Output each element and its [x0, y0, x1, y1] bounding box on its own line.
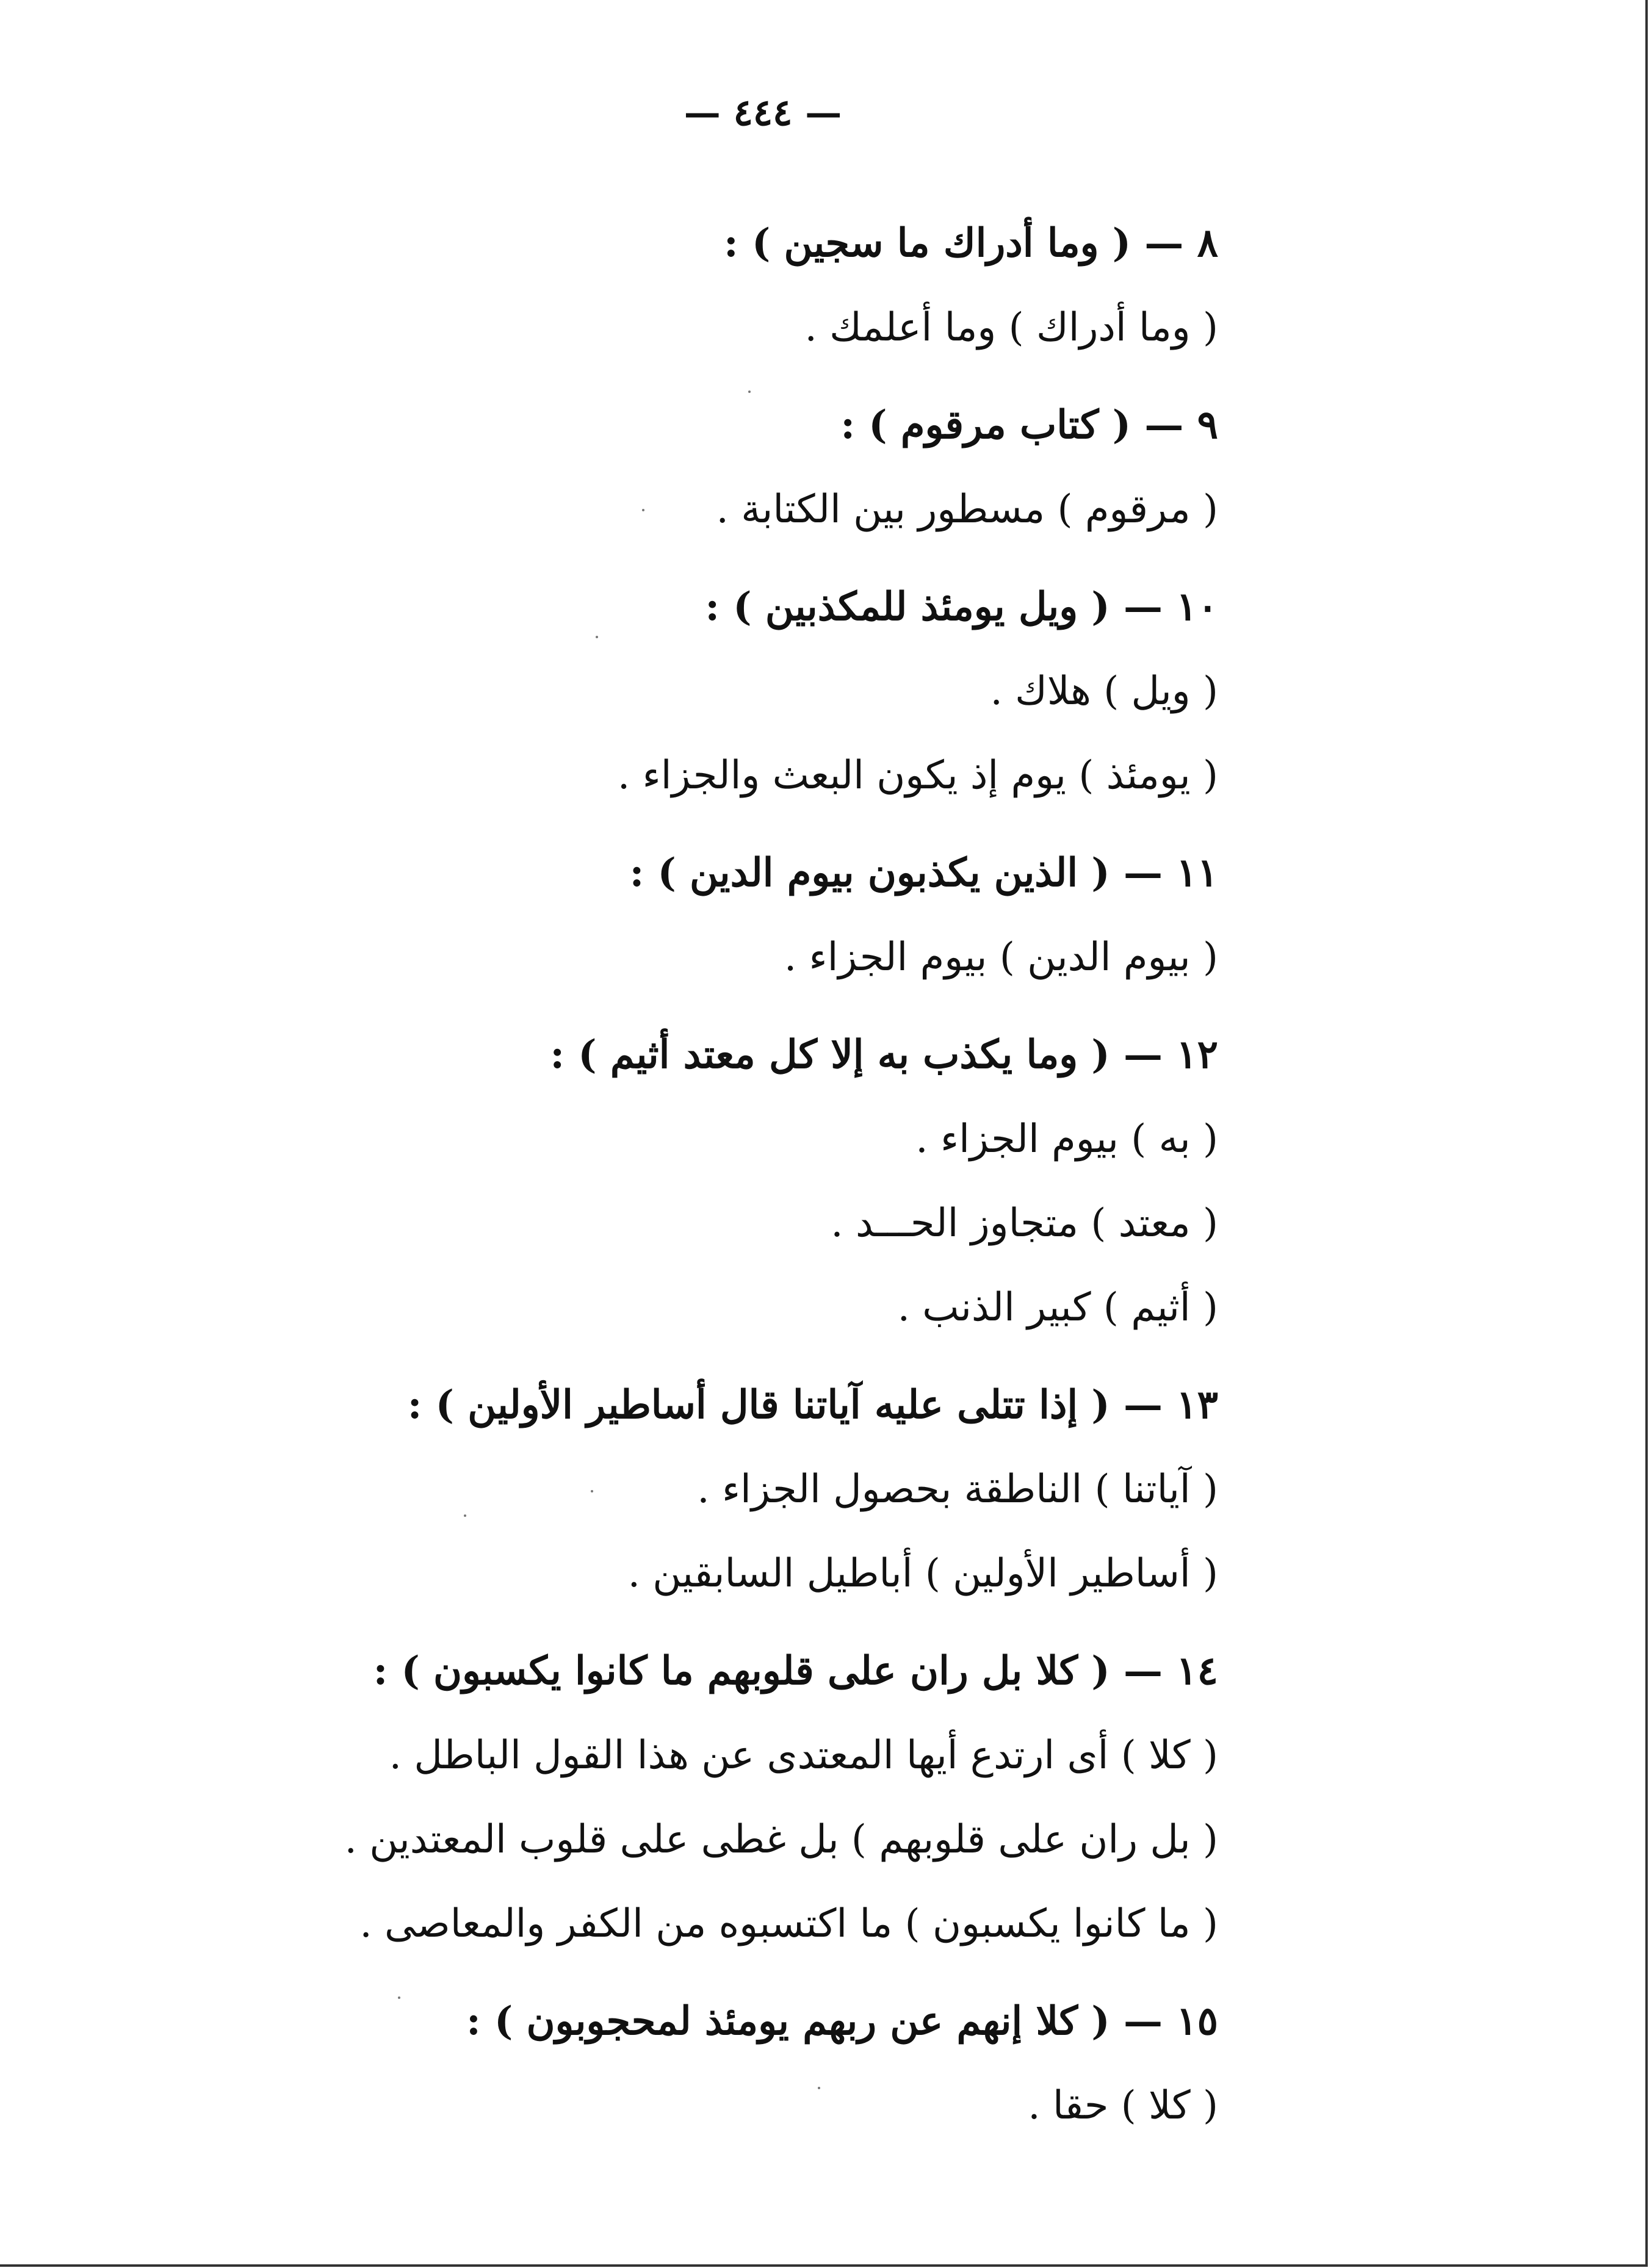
scan-speck — [818, 2087, 820, 2089]
scan-speck — [748, 391, 751, 393]
definition-line: ( مرقوم ) مسطور بين الكتابة . — [716, 487, 1218, 532]
verse-heading-13: ١٣ — ( إذا تتلى عليه آياتنا قال أساطير الأولين ) : — [407, 1382, 1218, 1428]
verse-heading-15: ١٥ — ( كلا إنهم عن ربهم يومئذ لمحجوبون ) : — [466, 1998, 1218, 2044]
definition-line: ( يومئذ ) يوم إذ يكون البعث والجزاء . — [617, 753, 1218, 798]
verse-heading-9: ٩ — ( كتاب مرقوم ) : — [840, 402, 1218, 448]
definition-line: ( كلا ) حقا . — [1028, 2083, 1218, 2128]
verse-heading-12: ١٢ — ( وما يكذب به إلا كل معتد أثيم ) : — [550, 1032, 1218, 1078]
definition-line: ( به ) بيوم الجزاء . — [915, 1117, 1218, 1162]
scan-speck — [464, 1514, 466, 1517]
definition-line: ( كلا ) أى ارتدع أيها المعتدى عن هذا القول الباطل . — [389, 1733, 1218, 1778]
definition-line: ( بل ران على قلوبهم ) بل غطى على قلوب المعتدين . — [344, 1817, 1218, 1862]
verse-heading-11: ١١ — ( الذين يكذبون بيوم الدين ) : — [629, 850, 1218, 896]
scan-speck — [591, 1490, 593, 1492]
verse-heading-14: ١٤ — ( كلا بل ران على قلوبهم ما كانوا يكسبون ) : — [373, 1648, 1218, 1694]
scan-speck — [398, 1996, 400, 1999]
definition-line: ( ويل ) هلاك . — [990, 669, 1218, 714]
definition-line: ( ما كانوا يكسبون ) ما اكتسبوه من الكفر والمعاصى . — [359, 1901, 1218, 1946]
scan-speck — [596, 636, 598, 638]
definition-line: ( معتد ) متجاوز الحـــد . — [831, 1201, 1218, 1246]
definition-line: ( وما أدراك ) وما أعلمك . — [804, 305, 1218, 350]
definition-line: ( آياتنا ) الناطقة بحصول الجزاء . — [697, 1467, 1218, 1512]
definition-line: ( أثيم ) كبير الذنب . — [897, 1285, 1218, 1330]
definition-line: ( بيوم الدين ) بيوم الجزاء . — [784, 935, 1218, 980]
scan-speck — [642, 509, 644, 511]
verse-heading-10: ١٠ — ( ويل يومئذ للمكذبين ) : — [705, 584, 1218, 630]
definition-line: ( أساطير الأولين ) أباطيل السابقين . — [627, 1551, 1218, 1596]
glossary-content — [303, 201, 1218, 2148]
page-number: — ٤٤٤ — — [684, 92, 842, 134]
verse-heading-8: ٨ — ( وما أدراك ما سجين ) : — [724, 220, 1218, 266]
